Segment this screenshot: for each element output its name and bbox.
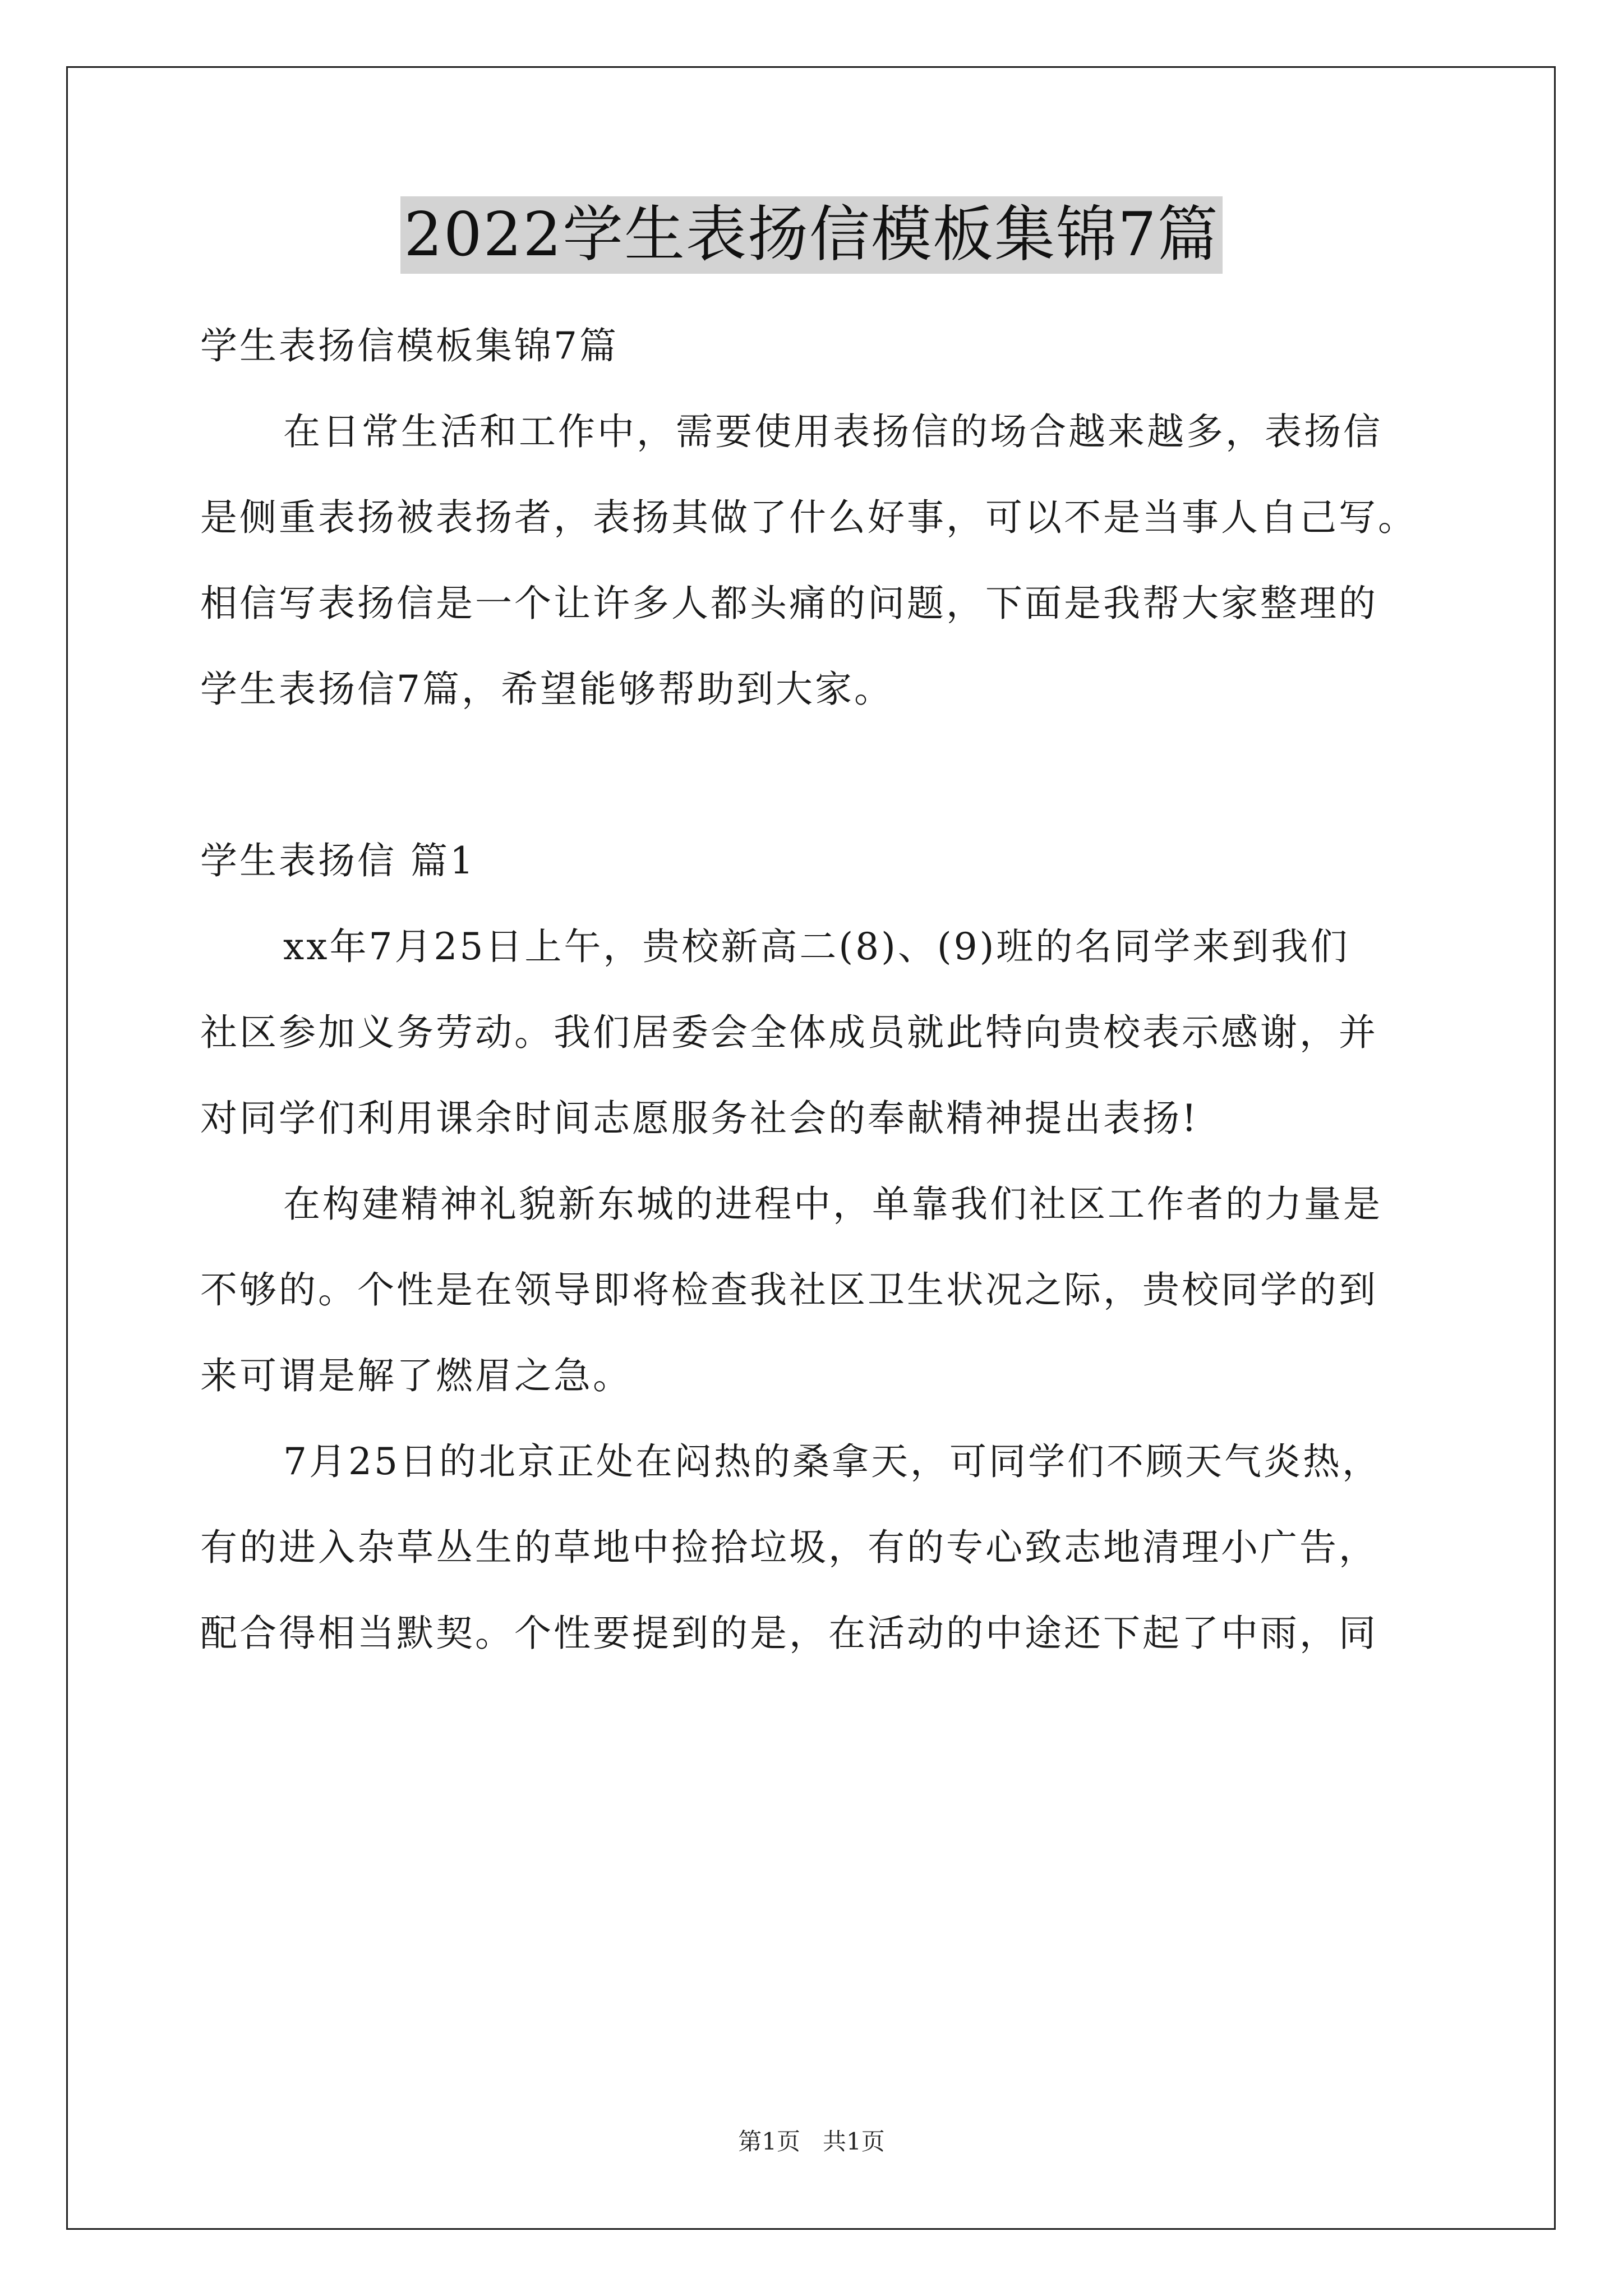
- paragraph-line: 在构建精神礼貌新东城的进程中，单靠我们社区工作者的力量是: [283, 1182, 1382, 1226]
- document-title: 2022学生表扬信模板集锦7篇: [400, 196, 1223, 274]
- intro-line: 学生表扬信7篇，希望能够帮助到大家。: [200, 668, 893, 711]
- paragraph-line: 配合得相当默契。个性要提到的是，在活动的中途还下起了中雨，同: [200, 1612, 1378, 1655]
- paragraph-line: xx年7月25日上午，贵校新高二(8)、(9)班的名同学来到我们: [283, 925, 1350, 968]
- intro-line: 是侧重表扬被表扬者，表扬其做了什么好事，可以不是当事人自己写。: [200, 496, 1417, 539]
- paragraph-line: 对同学们利用课余时间志愿服务社会的奉献精神提出表扬!: [200, 1097, 1199, 1140]
- paragraph-gap: [200, 732, 1434, 818]
- page-footer: [0, 2123, 1623, 2157]
- intro-line: 相信写表扬信是一个让许多人都头痛的问题，下面是我帮大家整理的: [200, 582, 1378, 625]
- section-heading: 学生表扬信 篇1: [200, 839, 476, 882]
- page-total: 共1页: [823, 2128, 885, 2155]
- title-container: [0, 196, 1623, 274]
- document-subtitle: 学生表扬信模板集锦7篇: [200, 324, 619, 367]
- document-body: [200, 303, 1434, 1676]
- paragraph-line: 不够的。个性是在领导即将检查我社区卫生状况之际，贵校同学的到: [200, 1268, 1378, 1312]
- paragraph-line: 社区参加义务劳动。我们居委会全体成员就此特向贵校表示感谢，并: [200, 1011, 1378, 1054]
- intro-line: 在日常生活和工作中，需要使用表扬信的场合越来越多，表扬信: [283, 410, 1382, 453]
- paragraph-line: 有的进入杂草丛生的草地中捡拾垃圾，有的专心致志地清理小广告，: [200, 1526, 1378, 1569]
- page-number: 第1页: [738, 2128, 800, 2155]
- paragraph-line: 来可谓是解了燃眉之急。: [200, 1354, 632, 1397]
- paragraph-line: 7月25日的北京正处在闷热的桑拿天，可同学们不顾天气炎热，: [283, 1440, 1381, 1483]
